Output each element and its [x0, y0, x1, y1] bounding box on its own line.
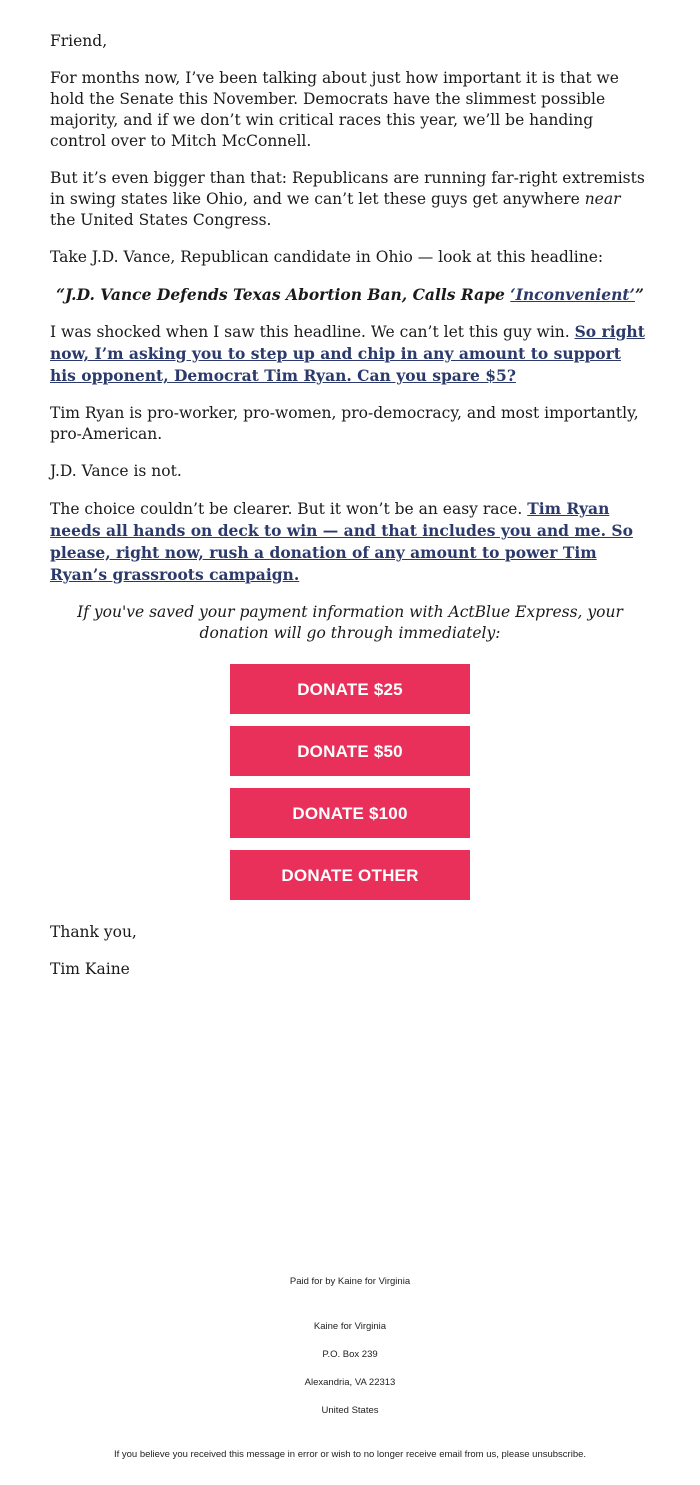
donate-25-button[interactable]: DONATE $25: [230, 664, 470, 714]
footer-org: Kaine for Virginia: [313, 1321, 387, 1332]
quoted-headline: “J.D. Vance Defends Texas Abortion Ban, Calls Rape ‘Inconvenient’”: [56, 285, 644, 304]
headline-link[interactable]: ‘Inconvenient’: [510, 285, 635, 304]
paragraph-extremists: But it’s even bigger than that: Republicans are running far-right extremists in swing states like Ohio, and we can’t let these guys get anywhere near the United States Congress.: [50, 169, 645, 229]
donate-buttons: [50, 664, 650, 900]
donate-50-button[interactable]: DONATE $50: [230, 726, 470, 776]
footer-po-box: P.O. Box 239: [322, 1349, 378, 1360]
donate-100-button[interactable]: DONATE $100: [230, 788, 470, 838]
footer-country: United States: [321, 1405, 379, 1416]
donate-link-spare-5[interactable]: So right now, I’m asking you to step up and chip in any amount to support his opponent, Democrat Tim Ryan. Can you spare $5?: [50, 322, 645, 385]
unsubscribe-notice: If you believe you received this message in error or wish to no longer receive email from us, please unsubscribe.: [113, 1449, 587, 1460]
donate-link-grassroots[interactable]: Tim Ryan needs all hands on deck to win — and that includes you and me. So please, right now, rush a donation of any amount to power Tim Ryan’s grassroots campaign.: [50, 499, 633, 584]
emphasis-near: near: [584, 190, 621, 208]
paragraph-shocked: I was shocked when I saw this headline. We can’t let this guy win. So right now, I’m asking you to step up and chip in any amount to support his opponent, Democrat Tim Ryan. Can you spare $5?: [50, 322, 645, 385]
paragraph-vance-intro: Take J.D. Vance, Republican candidate in Ohio — look at this headline:: [50, 248, 604, 266]
greeting: Friend,: [50, 32, 108, 50]
paragraph-vance-not: J.D. Vance is not.: [50, 462, 182, 480]
unsubscribe-link[interactable]: unsubscribe: [532, 1449, 584, 1460]
paragraph-tim-ryan: Tim Ryan is pro-worker, pro-women, pro-democracy, and most importantly, pro-American.: [50, 404, 639, 443]
signature: Tim Kaine: [50, 960, 130, 978]
footer-city: Alexandria, VA 22313: [304, 1377, 396, 1388]
paid-for-disclaimer: Paid for by Kaine for Virginia: [289, 1276, 411, 1287]
paragraph-senate: For months now, I’ve been talking about just how important it is that we hold the Senate this November. Democrats have the slimmest possible majority, and if we don’t win critical races this year, we’ll be handing control over to Mitch McConnell.: [50, 69, 619, 150]
donate-other-button[interactable]: DONATE OTHER: [230, 850, 470, 900]
paragraph-choice: The choice couldn’t be clearer. But it won’t be an easy race. Tim Ryan needs all hands on deck to win — and that includes you and me. So please, right now, rush a donation of any amount to power Tim Ryan’s grassroots campaign.: [50, 499, 633, 584]
email-body: [50, 31, 650, 996]
closing: Thank you,: [50, 923, 137, 941]
actblue-express-note: If you've saved your payment information with ActBlue Express, your donation will go through immediately:: [77, 603, 623, 642]
